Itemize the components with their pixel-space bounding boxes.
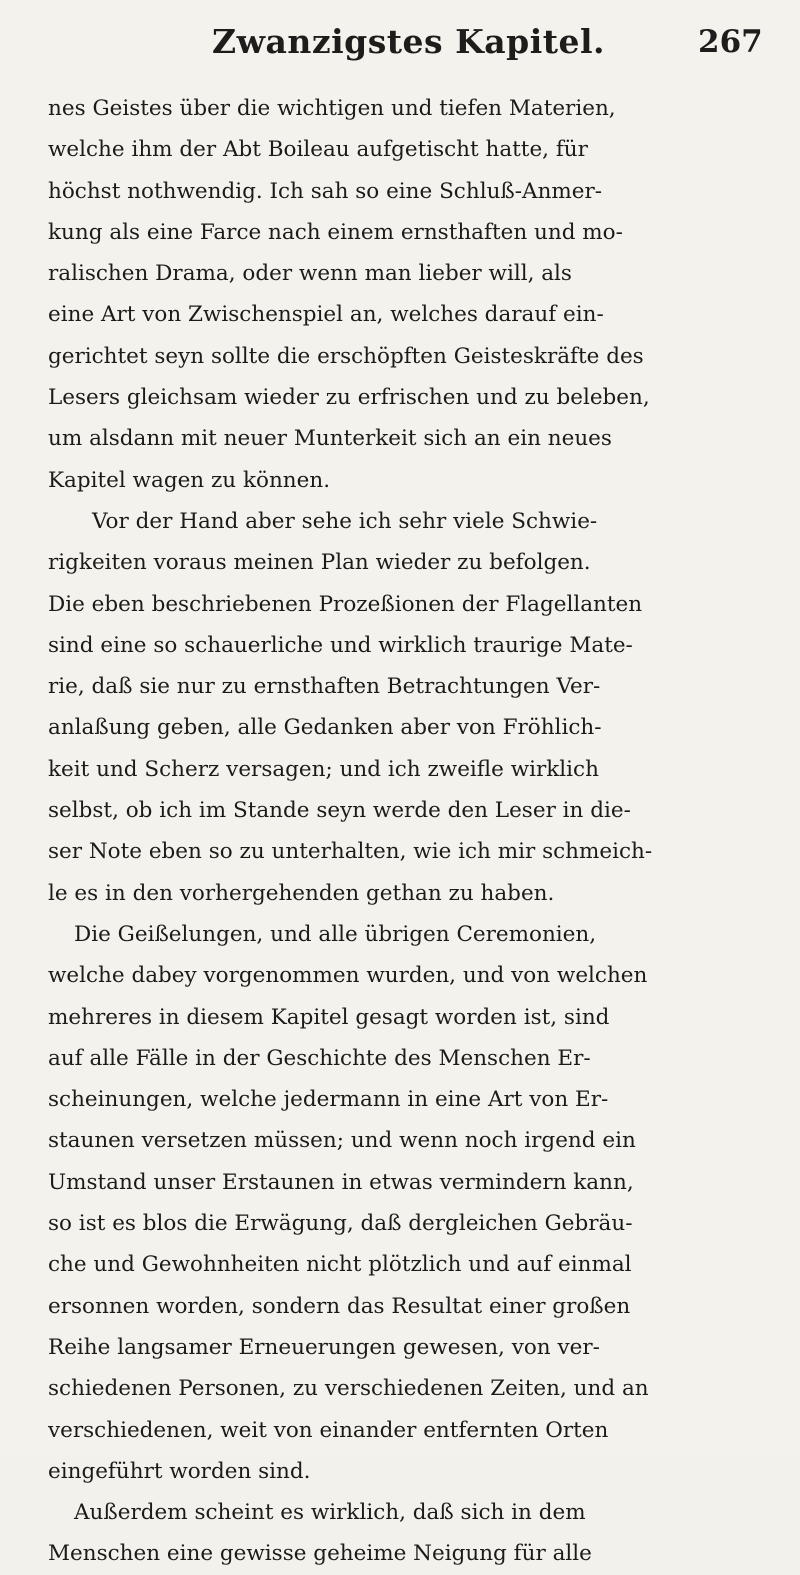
text-line: um alsdann mit neuer Munterkeit sich an ein neues bbox=[48, 426, 612, 452]
text-line: rie, daß sie nur zu ernsthaften Betrachtungen Ver- bbox=[48, 674, 601, 700]
text-line: rigkeiten voraus meinen Plan wieder zu befolgen. bbox=[48, 550, 591, 576]
text-line: staunen versetzen müssen; und wenn noch irgend ein bbox=[48, 1128, 636, 1154]
text-line: keit und Scherz versagen; und ich zweifle wirklich bbox=[48, 756, 599, 782]
text-line: welche ihm der Abt Boileau aufgetischt hatte, für bbox=[48, 137, 588, 163]
text-line: selbst, ob ich im Stande seyn werde den Leser in die- bbox=[48, 798, 631, 824]
text-line: Kapitel wagen zu können. bbox=[48, 467, 331, 493]
body-text bbox=[48, 88, 783, 1575]
text-line: Die eben beschriebenen Prozeßionen der Flagellanten bbox=[48, 591, 643, 617]
running-header bbox=[0, 22, 800, 72]
text-line: gerichtet seyn sollte die erschöpften Geisteskräfte des bbox=[48, 343, 644, 369]
paragraph-start-line: Vor der Hand aber sehe ich sehr viele Schwie- bbox=[92, 508, 598, 534]
text-line: Umstand unser Erstaunen in etwas vermindern kann, bbox=[48, 1169, 634, 1195]
text-line: mehreres in diesem Kapitel gesagt worden ist, sind bbox=[48, 1004, 610, 1030]
text-line: scheinungen, welche jedermann in eine Art von Er- bbox=[48, 1087, 609, 1113]
text-line: Reihe langsamer Erneuerungen gewesen, von ver- bbox=[48, 1334, 600, 1360]
text-line: welche dabey vorgenommen wurden, und von welchen bbox=[48, 963, 648, 989]
text-line: Lesers gleichsam wieder zu erfrischen und zu beleben, bbox=[48, 385, 650, 411]
text-line: kung als eine Farce nach einem ernsthaften und mo- bbox=[48, 219, 623, 245]
text-line: sind eine so schauerliche und wirklich traurige Mate- bbox=[48, 632, 633, 658]
paragraph-start-line: Die Geißelungen, und alle übrigen Ceremonien, bbox=[74, 921, 597, 947]
text-line: ralischen Drama, oder wenn man lieber will, als bbox=[48, 261, 572, 287]
text-line: ser Note eben so zu unterhalten, wie ich mir schmeich- bbox=[48, 839, 653, 865]
text-line: eingeführt worden sind. bbox=[48, 1458, 311, 1484]
text-line: eine Art von Zwischenspiel an, welches darauf ein- bbox=[48, 302, 604, 328]
text-line: le es in den vorhergehenden gethan zu haben. bbox=[48, 880, 555, 906]
page-number: 267 bbox=[698, 24, 763, 60]
text-line: schiedenen Personen, zu verschiedenen Zeiten, und an bbox=[48, 1376, 649, 1402]
text-line: nes Geistes über die wichtigen und tiefen Materien, bbox=[48, 96, 616, 121]
text-line: verschiedenen, weit von einander entfernten Orten bbox=[48, 1417, 609, 1443]
chapter-title: Zwanzigstes Kapitel. bbox=[212, 22, 606, 61]
text-line: ersonnen worden, sondern das Resultat einer großen bbox=[48, 1293, 631, 1319]
paragraph-start-line: Außerdem scheint es wirklich, daß sich in dem bbox=[74, 1500, 586, 1526]
text-line: Menschen eine gewisse geheime Neigung für alle bbox=[48, 1541, 592, 1567]
text-line: höchst nothwendig. Ich sah so eine Schluß-Anmer- bbox=[48, 178, 603, 204]
text-line: che und Gewohnheiten nicht plötzlich und auf einmal bbox=[48, 1252, 632, 1278]
text-line: anlaßung geben, alle Gedanken aber von Fröhlich- bbox=[48, 715, 602, 741]
text-line: auf alle Fälle in der Geschichte des Menschen Er- bbox=[48, 1045, 591, 1071]
text-line: so ist es blos die Erwägung, daß dergleichen Gebräu- bbox=[48, 1211, 633, 1237]
